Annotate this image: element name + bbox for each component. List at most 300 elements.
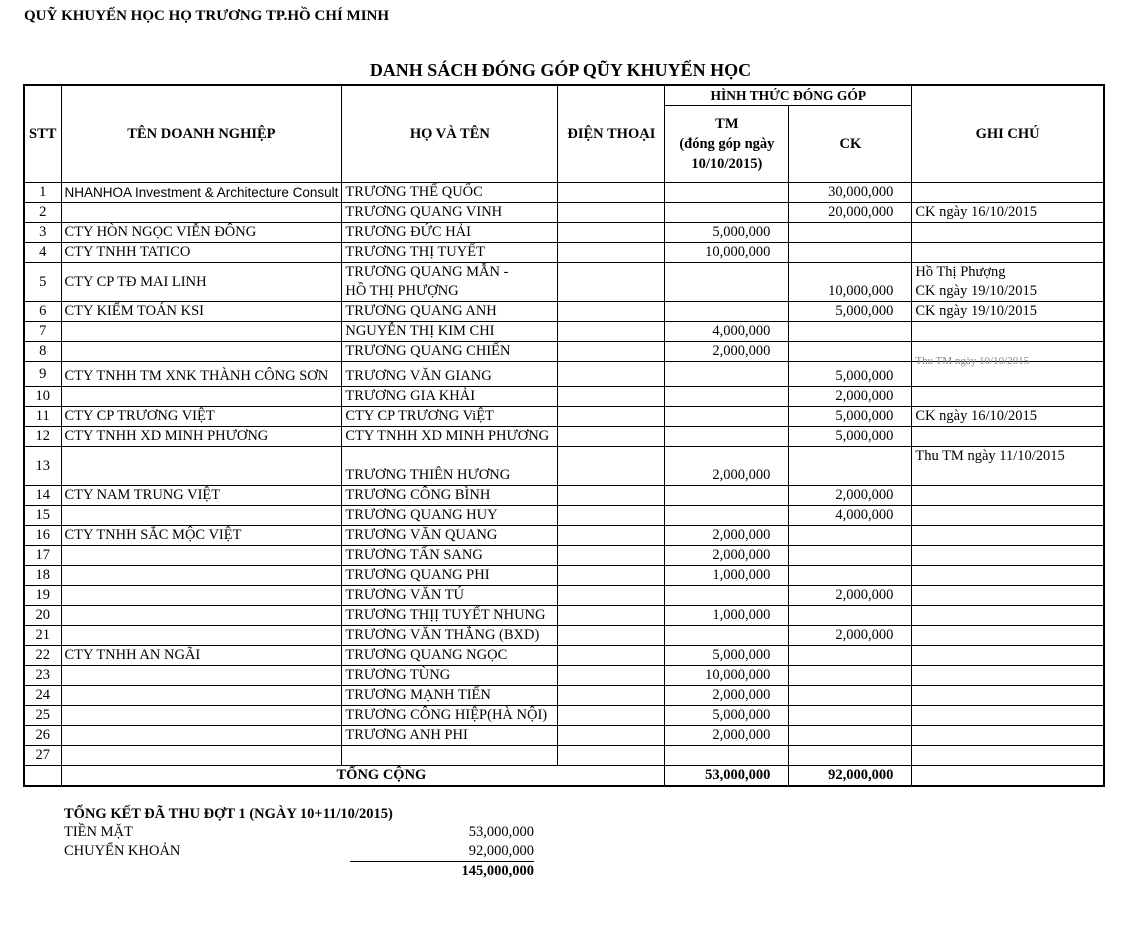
cell-stt-text: 25 — [35, 707, 50, 723]
document-title: DANH SÁCH ĐÓNG GÓP QŨY KHUYẾN HỌC — [369, 60, 752, 80]
cell-name-text: TRƯƠNG QUANG VINH — [345, 204, 503, 220]
cell-tm — [665, 342, 789, 362]
cell-company — [61, 506, 342, 526]
cell-company — [61, 586, 342, 606]
cell-stt — [24, 706, 61, 726]
cell-stt-text: 21 — [35, 627, 50, 643]
cell-note — [912, 263, 1104, 302]
cell-ck — [789, 387, 912, 407]
cell-company — [61, 223, 342, 243]
table-row — [24, 322, 1104, 342]
cell-company — [61, 183, 342, 203]
cell-tm — [665, 362, 789, 387]
table-row — [24, 362, 1104, 387]
cell-ck — [789, 586, 912, 606]
cell-stt — [24, 686, 61, 706]
cell-note — [912, 506, 1104, 526]
cell-tm — [665, 586, 789, 606]
table-row — [24, 302, 1104, 322]
cell-stt-text: 20 — [35, 607, 50, 623]
cell-name — [342, 427, 558, 447]
total-stt-cell — [24, 766, 61, 787]
cell-tm — [665, 427, 789, 447]
cell-name — [342, 666, 558, 686]
cell-name-text: TRƯƠNG ĐỨC HẢI — [345, 224, 471, 240]
cell-phone — [558, 427, 665, 447]
cell-stt-text: 11 — [35, 408, 50, 424]
cell-name-text: TRƯƠNG VĂN QUANG — [345, 527, 498, 543]
cell-phone — [558, 666, 665, 686]
cell-company — [61, 486, 342, 506]
cell-company — [61, 706, 342, 726]
cell-ck — [789, 203, 912, 223]
cell-stt — [24, 183, 61, 203]
cell-note — [912, 243, 1104, 263]
cell-tm — [665, 706, 789, 726]
cell-company-text: CTY TNHH XD MINH PHƯƠNG — [64, 428, 269, 444]
cell-note-text: CK ngày 16/10/2015 — [915, 408, 1037, 424]
cell-stt-text: 10 — [35, 388, 50, 404]
cell-tm-text: 2,000,000 — [712, 343, 771, 359]
cell-ck — [789, 526, 912, 546]
cell-company-text: CTY CP TĐ MAI LINH — [64, 273, 207, 290]
cell-note — [912, 427, 1104, 447]
cell-stt-text: 13 — [35, 457, 50, 474]
cell-name-text: TRƯƠNG TÙNG — [345, 667, 451, 683]
cell-company — [61, 546, 342, 566]
header-ck: CK — [789, 106, 912, 183]
cell-tm — [665, 726, 789, 746]
cell-tm — [665, 203, 789, 223]
header-contribution-form: HÌNH THỨC ĐÓNG GÓP — [665, 85, 912, 106]
table-row — [24, 646, 1104, 666]
cell-stt-text: 26 — [35, 727, 50, 743]
table-row — [24, 706, 1104, 726]
cell-ck — [789, 447, 912, 486]
cell-note — [912, 546, 1104, 566]
cell-tm-text: 5,000,000 — [712, 647, 771, 663]
summary-table — [64, 823, 534, 881]
cell-phone — [558, 486, 665, 506]
cell-note-faded-text: Thu TM ngày 10/10/2015 — [915, 355, 1030, 367]
cell-tm — [665, 666, 789, 686]
cell-company — [61, 322, 342, 342]
cell-stt-text: 9 — [39, 365, 47, 382]
cell-ck-text: 4,000,000 — [835, 507, 894, 523]
table-row — [24, 586, 1104, 606]
cell-name — [342, 746, 558, 766]
cell-tm — [665, 407, 789, 427]
cell-company — [61, 203, 342, 223]
cell-name-text: TRƯƠNG THẾ QUỐC — [345, 184, 483, 200]
cell-stt-text: 19 — [35, 587, 50, 603]
cell-company — [61, 726, 342, 746]
cell-stt — [24, 506, 61, 526]
cell-name — [342, 726, 558, 746]
header-company: TÊN DOANH NGHIỆP — [61, 85, 342, 183]
cell-phone — [558, 447, 665, 486]
cell-name — [342, 263, 558, 302]
cell-company — [61, 606, 342, 626]
cell-note — [912, 726, 1104, 746]
cell-tm — [665, 322, 789, 342]
cell-name-text: TRƯƠNG QUANG MẪN - — [345, 264, 509, 280]
cell-tm-text: 10,000,000 — [705, 244, 771, 260]
cell-note — [912, 183, 1104, 203]
cell-ck — [789, 506, 912, 526]
cell-stt-text: 2 — [39, 204, 47, 220]
cell-tm — [665, 263, 789, 302]
cell-tm — [665, 223, 789, 243]
table-row — [24, 427, 1104, 447]
cell-phone — [558, 646, 665, 666]
cell-phone — [558, 407, 665, 427]
cell-company — [61, 626, 342, 646]
cell-ck — [789, 362, 912, 387]
cell-name-text: CTY TNHH XD MINH PHƯƠNG — [345, 428, 550, 444]
total-tm: 53,000,000 — [665, 766, 789, 787]
cell-stt — [24, 586, 61, 606]
cell-ck-text: 2,000,000 — [835, 627, 894, 643]
cell-company — [61, 362, 342, 387]
cell-ck — [789, 546, 912, 566]
cell-phone — [558, 686, 665, 706]
cell-phone — [558, 626, 665, 646]
cell-stt — [24, 486, 61, 506]
cell-name — [342, 387, 558, 407]
cell-company-text: CTY CP TRƯƠNG VIỆT — [64, 408, 215, 424]
cell-name — [342, 407, 558, 427]
cell-phone — [558, 746, 665, 766]
cell-tm-text: 5,000,000 — [712, 224, 771, 240]
cell-stt-text: 8 — [39, 343, 47, 359]
cell-tm — [665, 566, 789, 586]
table-row — [24, 223, 1104, 243]
cell-company-text: CTY NAM TRUNG VIỆT — [64, 487, 221, 503]
cell-phone — [558, 546, 665, 566]
cell-name — [342, 322, 558, 342]
cell-stt — [24, 427, 61, 447]
cell-tm-text: 2,000,000 — [712, 727, 771, 743]
cell-tm — [665, 526, 789, 546]
cell-name-text: TRƯƠNG THỊỊ TUYẾT NHUNG — [345, 607, 546, 623]
cell-name-text: TRƯƠNG THIÊN HƯƠNG — [345, 467, 511, 483]
cell-company — [61, 263, 342, 302]
cell-tm-text: 2,000,000 — [712, 527, 771, 543]
cell-note — [912, 407, 1104, 427]
header-phone: ĐIỆN THOẠI — [558, 85, 665, 183]
table-row — [24, 203, 1104, 223]
table-row — [24, 546, 1104, 566]
cell-stt — [24, 526, 61, 546]
cell-phone — [558, 243, 665, 263]
cell-company-text: CTY TNHH AN NGÃI — [64, 647, 201, 663]
cell-stt-text: 6 — [39, 303, 47, 319]
cell-company — [61, 746, 342, 766]
cell-name — [342, 486, 558, 506]
cell-company-text: CTY HÒN NGỌC VIỄN ĐÔNG — [64, 224, 257, 240]
cell-phone — [558, 526, 665, 546]
cell-stt-text: 3 — [39, 224, 47, 240]
table-row — [24, 726, 1104, 746]
cell-phone — [558, 322, 665, 342]
cell-name-text: TRƯƠNG QUANG PHI — [345, 567, 490, 583]
cell-company-text: CTY KIỂM TOÁN KSI — [64, 303, 204, 319]
cell-phone — [558, 706, 665, 726]
cell-ck — [789, 566, 912, 586]
cell-ck-text: 5,000,000 — [835, 428, 894, 444]
cell-ck — [789, 342, 912, 362]
cell-tm — [665, 183, 789, 203]
cell-name — [342, 342, 558, 362]
cell-stt — [24, 223, 61, 243]
cell-stt — [24, 322, 61, 342]
cell-name-text: TRƯƠNG THỊ TUYẾT — [345, 244, 485, 260]
cell-phone — [558, 726, 665, 746]
cell-tm — [665, 606, 789, 626]
cell-ck — [789, 322, 912, 342]
total-ck: 92,000,000 — [789, 766, 912, 787]
table-row — [24, 526, 1104, 546]
cell-note — [912, 355, 1104, 387]
cell-note — [912, 566, 1104, 586]
cell-phone — [558, 183, 665, 203]
cell-stt-text: 14 — [35, 487, 50, 503]
cell-phone — [558, 586, 665, 606]
cell-stt-text: 23 — [35, 667, 50, 683]
cell-phone — [558, 203, 665, 223]
cell-name-text: TRƯƠNG CÔNG HIỆP(HÀ NỘI) — [345, 707, 548, 723]
cell-name — [342, 626, 558, 646]
cell-name-text: CTY CP TRƯƠNG ViỆT — [345, 408, 494, 424]
table-row — [24, 387, 1104, 407]
cell-phone — [558, 223, 665, 243]
cell-note — [912, 322, 1104, 342]
table-row — [24, 183, 1104, 203]
cell-company — [61, 407, 342, 427]
cell-note — [912, 387, 1104, 407]
summary-grand-total: 145,000,000 — [461, 863, 534, 879]
summary-cash-label: TIỀN MẶT — [64, 824, 133, 840]
cell-name-text: TRƯƠNG CÔNG BÌNH — [345, 487, 491, 503]
cell-name — [342, 302, 558, 322]
cell-stt — [24, 566, 61, 586]
cell-name — [342, 447, 558, 486]
cell-name — [342, 606, 558, 626]
contribution-table — [23, 84, 1105, 787]
total-note-cell — [912, 766, 1104, 787]
cell-phone — [558, 302, 665, 322]
cell-note-text: Hồ Thị Phượng — [915, 264, 1006, 280]
cell-stt-text: 1 — [39, 184, 47, 200]
cell-tm — [665, 546, 789, 566]
cell-tm-text: 1,000,000 — [712, 607, 771, 623]
cell-tm — [665, 387, 789, 407]
cell-tm-text: 1,000,000 — [712, 567, 771, 583]
cell-stt-text: 22 — [35, 647, 50, 663]
cell-name-text: TRƯƠNG QUANG NGỌC — [345, 647, 508, 663]
cell-stt — [24, 646, 61, 666]
cell-ck — [789, 706, 912, 726]
cell-tm — [665, 486, 789, 506]
cell-tm — [665, 646, 789, 666]
cell-name-text: TRƯƠNG VĂN TÚ — [345, 587, 465, 603]
cell-name — [342, 223, 558, 243]
cell-phone — [558, 566, 665, 586]
cell-tm — [665, 506, 789, 526]
cell-company — [61, 427, 342, 447]
header-tm-line1: TM — [715, 116, 739, 132]
cell-company-text: CTY TNHH TATICO — [64, 244, 191, 260]
cell-stt — [24, 263, 61, 302]
cell-note — [912, 606, 1104, 626]
cell-ck — [789, 223, 912, 243]
cell-ck — [789, 407, 912, 427]
cell-ck — [789, 666, 912, 686]
cell-stt-text: 17 — [35, 547, 50, 563]
cell-company — [61, 302, 342, 322]
table-row — [24, 506, 1104, 526]
table-row — [24, 686, 1104, 706]
cell-tm-text: 2,000,000 — [712, 547, 771, 563]
cell-company — [61, 566, 342, 586]
cell-name — [342, 646, 558, 666]
cell-ck — [789, 302, 912, 322]
cell-name-text: TRƯƠNG QUANG HUY — [345, 507, 498, 523]
cell-phone — [558, 387, 665, 407]
cell-tm-text: 5,000,000 — [712, 707, 771, 723]
cell-company — [61, 526, 342, 546]
summary-empty — [64, 862, 350, 882]
cell-note-text: CK ngày 19/10/2015 — [915, 303, 1037, 319]
cell-note — [912, 686, 1104, 706]
header-tm-line2: (đóng góp ngày — [679, 136, 775, 152]
cell-ck-text: 5,000,000 — [835, 303, 894, 319]
cell-stt — [24, 606, 61, 626]
cell-stt-text: 12 — [35, 428, 50, 444]
cell-name — [342, 586, 558, 606]
cell-note — [912, 486, 1104, 506]
cell-note-text-2: CK ngày 19/10/2015 — [915, 283, 1037, 299]
cell-ck-text: 20,000,000 — [828, 204, 894, 220]
cell-note — [912, 302, 1104, 322]
summary-transfer-label: CHUYỂN KHOẢN — [64, 843, 181, 860]
cell-tm-text: 2,000,000 — [712, 687, 771, 703]
cell-name-text: TRƯƠNG VĂN THẮNG (BXD) — [345, 627, 540, 643]
cell-company-text: CTY TNHH TM XNK THÀNH CÔNG SƠN — [64, 368, 329, 384]
table-row — [24, 666, 1104, 686]
cell-phone — [558, 506, 665, 526]
cell-tm-text: 10,000,000 — [705, 667, 771, 683]
cell-name-text: TRƯƠNG QUANG ANH — [345, 303, 497, 319]
cell-stt — [24, 243, 61, 263]
cell-name — [342, 362, 558, 387]
cell-name-text: NGUYỄN THỊ KIM CHI — [345, 323, 495, 339]
cell-name — [342, 686, 558, 706]
cell-ck-text: 2,000,000 — [835, 388, 894, 404]
cell-note — [912, 626, 1104, 646]
table-row — [24, 486, 1104, 506]
table-row — [24, 746, 1104, 766]
cell-name-text-2: HỒ THỊ PHƯỢNG — [345, 283, 459, 299]
cell-company — [61, 646, 342, 666]
cell-name-text: TRƯƠNG QUANG CHIẾN — [345, 343, 511, 359]
header-stt: STT — [24, 85, 61, 183]
cell-company — [61, 686, 342, 706]
cell-stt-text: 18 — [35, 567, 50, 583]
table-row — [24, 447, 1104, 486]
cell-stt — [24, 302, 61, 322]
cell-phone — [558, 342, 665, 362]
cell-phone — [558, 362, 665, 387]
cell-note — [912, 746, 1104, 766]
header-tm-line3: 10/10/2015) — [691, 156, 763, 172]
cell-name-text: TRƯƠNG MẠNH TIẾN — [345, 687, 491, 703]
cell-name-text: TRƯƠNG VĂN GIANG — [345, 368, 492, 384]
cell-company-text: NHANHOA Investment & Architecture Consult — [64, 185, 339, 200]
cell-note — [912, 706, 1104, 726]
header-note: GHI CHÚ — [912, 85, 1104, 183]
cell-note — [912, 223, 1104, 243]
cell-company — [61, 387, 342, 407]
cell-tm — [665, 686, 789, 706]
cell-ck — [789, 486, 912, 506]
cell-note — [912, 586, 1104, 606]
cell-name — [342, 203, 558, 223]
cell-name-text: TRƯƠNG ANH PHI — [345, 727, 468, 743]
cell-name — [342, 183, 558, 203]
cell-company — [61, 243, 342, 263]
cell-tm — [665, 302, 789, 322]
table-row — [24, 606, 1104, 626]
cell-tm — [665, 243, 789, 263]
cell-name-text: TRƯƠNG TẤN SANG — [345, 547, 483, 563]
cell-ck-text: 5,000,000 — [835, 368, 894, 384]
cell-stt — [24, 407, 61, 427]
cell-ck-text: 10,000,000 — [828, 283, 894, 299]
cell-stt — [24, 203, 61, 223]
cell-name-text: TRƯƠNG GIA KHẢI — [345, 388, 476, 404]
cell-stt — [24, 387, 61, 407]
cell-tm — [665, 746, 789, 766]
cell-tm — [665, 447, 789, 486]
cell-stt — [24, 666, 61, 686]
cell-note — [912, 666, 1104, 686]
cell-phone — [558, 606, 665, 626]
cell-stt — [24, 726, 61, 746]
cell-name — [342, 526, 558, 546]
cell-ck-text: 30,000,000 — [828, 184, 894, 200]
cell-stt-text: 27 — [35, 747, 50, 763]
cell-name — [342, 506, 558, 526]
cell-company — [61, 666, 342, 686]
cell-ck — [789, 646, 912, 666]
table-row — [24, 626, 1104, 646]
cell-stt-text: 15 — [35, 507, 50, 523]
cell-stt-text: 24 — [35, 687, 50, 703]
cell-company-text: CTY TNHH SẮC MỘC VIỆT — [64, 527, 242, 543]
cell-name — [342, 566, 558, 586]
cell-phone — [558, 263, 665, 302]
cell-stt-text: 5 — [39, 273, 47, 290]
cell-name — [342, 706, 558, 726]
cell-stt-text: 16 — [35, 527, 50, 543]
summary-title: TỔNG KẾT ĐÃ THU ĐỢT 1 (NGÀY 10+11/10/2015) — [64, 806, 393, 822]
table-row — [24, 263, 1104, 302]
cell-stt — [24, 626, 61, 646]
cell-tm-text: 4,000,000 — [712, 323, 771, 339]
cell-tm — [665, 626, 789, 646]
